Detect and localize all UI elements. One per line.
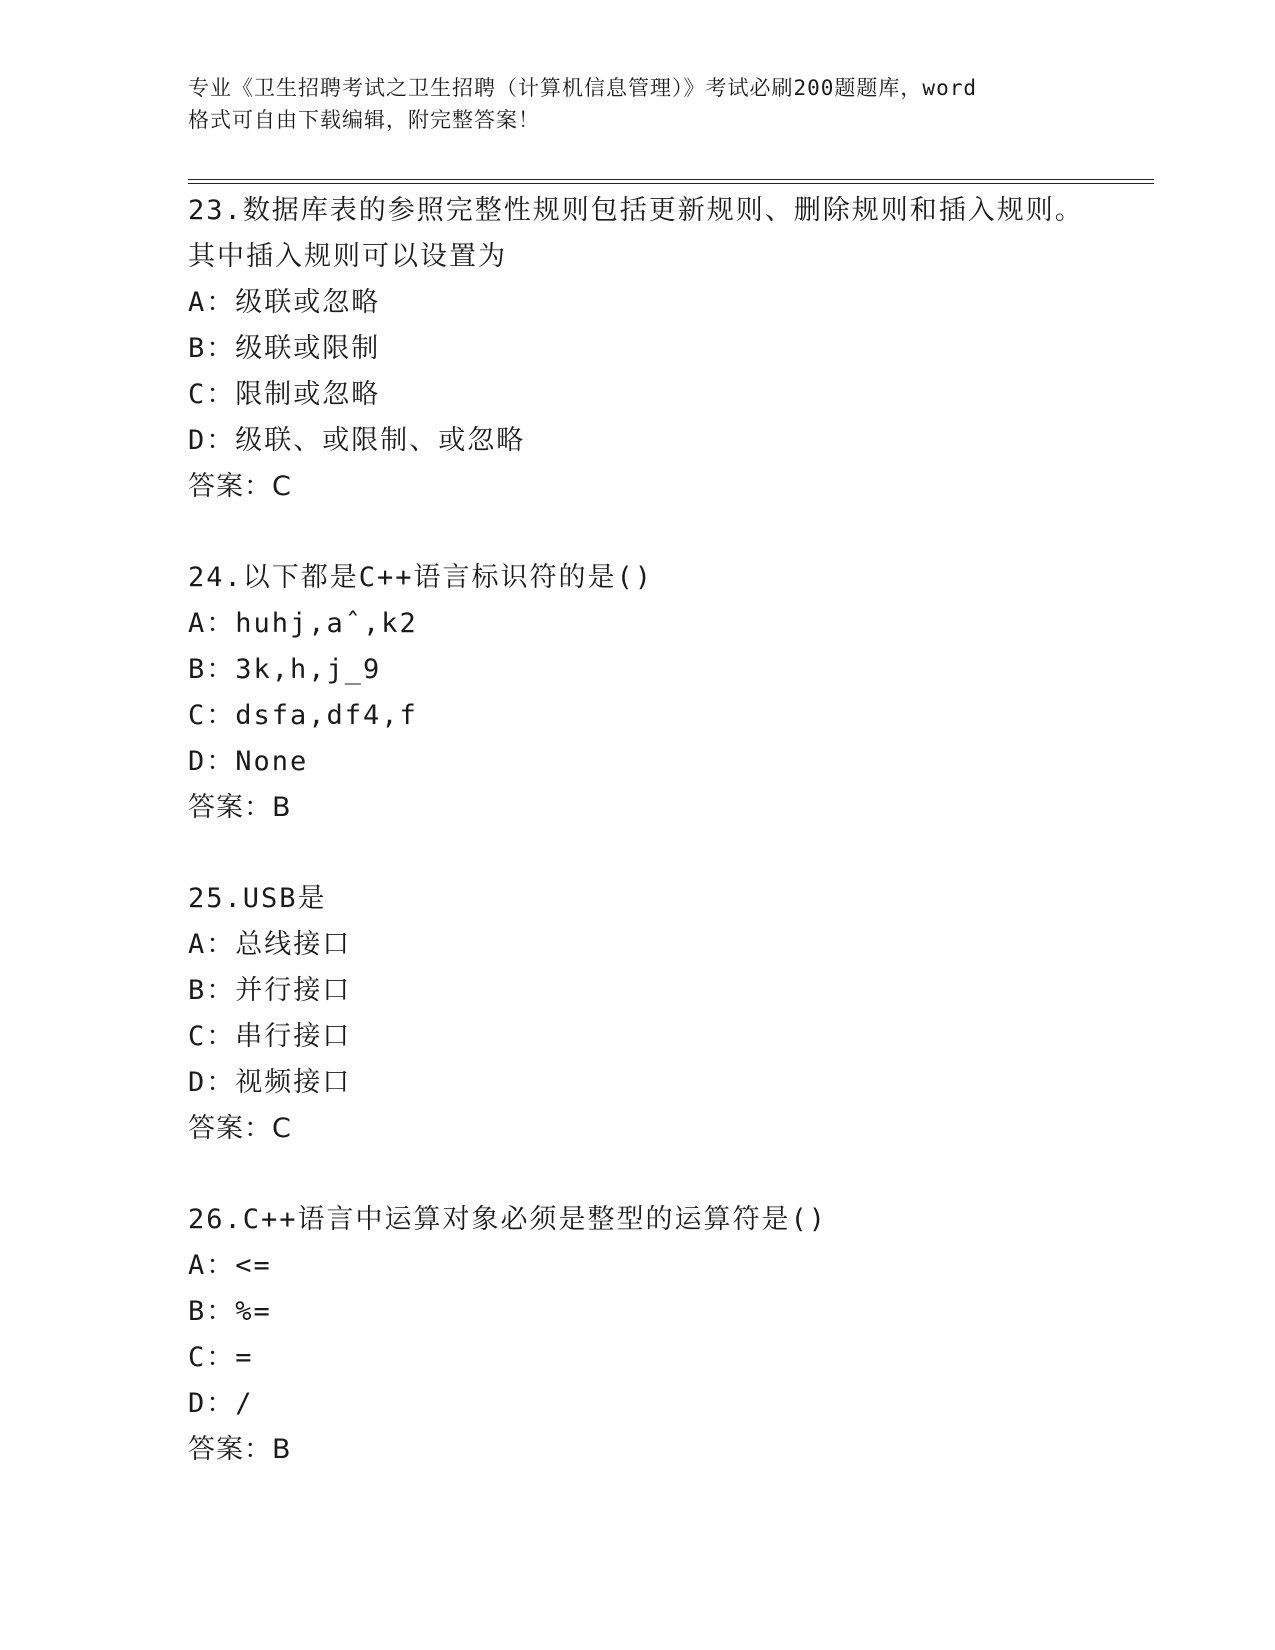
- header-line-2: 格式可自由下载编辑，附完整答案！: [188, 108, 540, 132]
- answer: 答案：C: [188, 471, 292, 502]
- header-line-1: 专业《卫生招聘考试之卫生招聘（计算机信息管理）》考试必刷200题题库，word: [188, 76, 977, 100]
- question-25: [188, 876, 1148, 1152]
- option-a: A：总线接口: [188, 929, 352, 960]
- question-stem: 23.数据库表的参照完整性规则包括更新规则、删除规则和插入规则。: [188, 195, 1084, 226]
- option-d: D：None: [188, 746, 309, 777]
- option-c: C：限制或忽略: [188, 379, 381, 410]
- option-b: B：3k,h,j_9: [188, 654, 382, 685]
- option-c: C：dsfa,df4,f: [188, 700, 418, 731]
- question-23: [188, 188, 1148, 510]
- header-divider-top: [188, 179, 1154, 180]
- option-c: C：串行接口: [188, 1021, 352, 1052]
- question-24: [188, 555, 1148, 831]
- answer: 答案：B: [188, 1434, 292, 1465]
- header-divider-bottom: [188, 183, 1154, 184]
- answer: 答案：C: [188, 1113, 292, 1144]
- question-list: [188, 188, 1148, 1518]
- option-c: C：=: [188, 1342, 254, 1373]
- option-a: A：级联或忽略: [188, 287, 381, 318]
- document-header: [188, 72, 1088, 136]
- option-a: A：huhj,aˆ,k2: [188, 608, 418, 639]
- question-stem-continued: 其中插入规则可以设置为: [188, 241, 507, 272]
- option-b: B：%=: [188, 1296, 272, 1327]
- option-a: A：<=: [188, 1250, 272, 1281]
- option-b: B：级联或限制: [188, 333, 381, 364]
- option-d: D：/: [188, 1388, 254, 1419]
- answer: 答案：B: [188, 792, 292, 823]
- question-26: [188, 1197, 1148, 1473]
- question-stem: 25.USB是: [188, 883, 327, 914]
- option-d: D：视频接口: [188, 1067, 352, 1098]
- question-stem: 24.以下都是C++语言标识符的是(): [188, 562, 654, 593]
- option-b: B：并行接口: [188, 975, 352, 1006]
- question-stem: 26.C++语言中运算对象必须是整型的运算符是(): [188, 1204, 828, 1235]
- option-d: D：级联、或限制、或忽略: [188, 425, 526, 456]
